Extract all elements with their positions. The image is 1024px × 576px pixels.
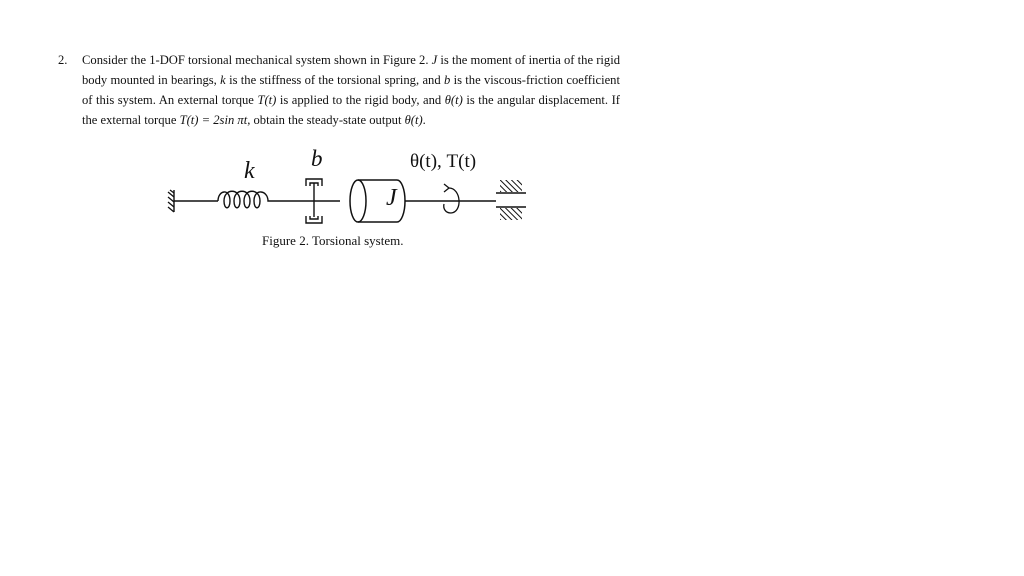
problem-number: 2.: [58, 53, 68, 67]
symbol-theta: θ(t): [444, 93, 463, 107]
damper-label-b: b: [311, 146, 323, 171]
text-b-desc: is the viscous-friction coefficient of this system. An external torque: [82, 73, 620, 107]
text-obtain: , obtain the steady-state output: [247, 113, 405, 127]
symbol-k: k: [220, 73, 226, 87]
fixed-wall: [168, 190, 174, 212]
symbol-b: b: [443, 73, 451, 87]
torque-equation: T(t) = 2sin πt: [179, 113, 248, 127]
torsional-spring: [218, 191, 282, 208]
symbol-theta-output: θ(t): [404, 113, 423, 127]
theta-torque-label: θ(t), T(t): [410, 151, 477, 172]
symbol-J: J: [431, 53, 438, 67]
torsional-system-diagram: [160, 146, 540, 236]
text-k-desc: is the stiffness of the torsional spring, and: [225, 73, 444, 87]
spring-label-k: k: [244, 158, 255, 184]
torque-arrow: [444, 184, 459, 213]
symbol-torque: T(t): [257, 93, 277, 107]
torsional-system-figure: [160, 146, 540, 256]
text-torque-desc: is applied to the rigid body, and: [276, 93, 445, 107]
figure-caption: Figure 2. Torsional system.: [262, 233, 404, 248]
problem-text: [82, 50, 620, 130]
problem-2: [58, 50, 620, 130]
bearing: [496, 180, 526, 220]
text-end: .: [422, 113, 426, 127]
text-j-desc: is the moment of inertia of the rigid body mounted in bearings,: [82, 53, 620, 87]
text-theta-desc: is the angular displacement. If the external torque: [82, 93, 620, 127]
text-intro: Consider the 1-DOF torsional mechanical system shown in Figure 2.: [82, 53, 432, 67]
inertia-label-J: J: [386, 185, 397, 211]
